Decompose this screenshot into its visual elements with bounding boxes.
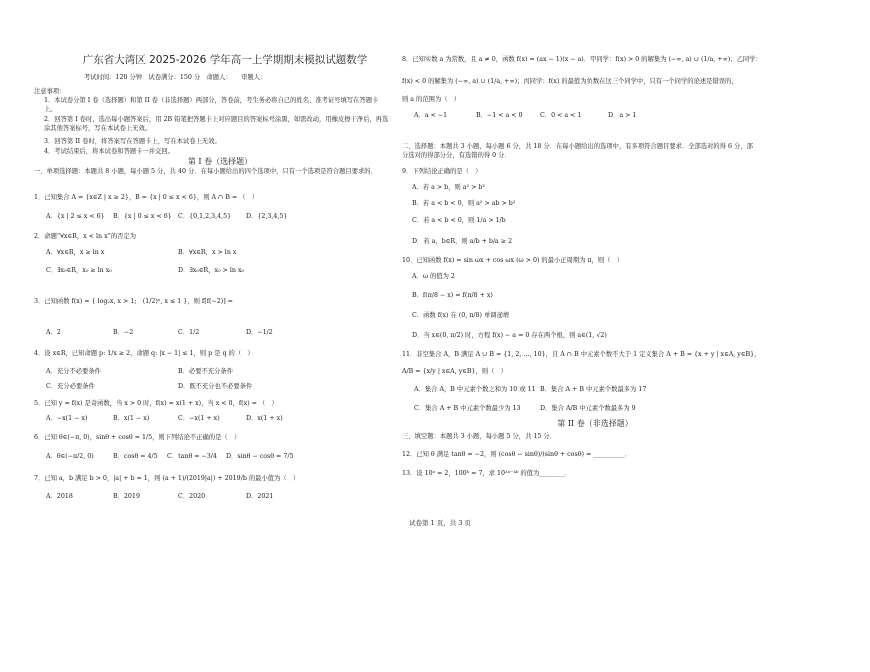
q2-option-d: D．∃x₀∈R，x₀ > ln x₀ xyxy=(178,267,245,274)
q7-option-b: B．2019 xyxy=(113,493,140,500)
q4-option-d: D．既不充分也不必要条件 xyxy=(178,383,253,390)
q3-option-c: C．1/2 xyxy=(178,329,200,336)
question-11-line-1: 11．非空集合 A，B 满足 A ∪ B = {1, 2, …, 10}，且 A ∩ B 中元素个数不大于 1 定义集合 A + B = {x + y | x∈A, y∈B}， xyxy=(402,351,761,358)
question-9: 9．下列结论正确的是（ ） xyxy=(402,168,482,175)
notice-4: 4．考试结束后，将本试卷和答题卡一并交回。 xyxy=(44,148,174,155)
q8-option-d: D．a > 1 xyxy=(608,112,637,119)
question-7: 7．已知 a，b 满足 b > 0，|a| + b = 1，则 (a + 1)/(2019|a|) + 2019/b 的最小值为（ ） xyxy=(34,475,300,482)
q11-option-b: B．集合 A + B 中元素个数最多为 17 xyxy=(540,386,647,393)
q2-option-c: C．∃x₀∈R，x₀ ≥ ln x₀ xyxy=(46,267,112,274)
q9-option-a: A．若 a > b，则 a² > b² xyxy=(412,184,485,191)
q6-option-d: D．sinθ − cosθ = 7/5 xyxy=(226,453,294,460)
part-1-heading: 第 I 卷（选择题） xyxy=(187,157,253,166)
q9-option-b: B．若 a < b < 0，则 a² > ab > b² xyxy=(412,200,516,207)
q3-option-b: B．−2 xyxy=(113,329,134,336)
q10-option-b: B．f(π/8 − x) = f(π/8 + x) xyxy=(412,292,493,299)
q11-option-c: C．集合 A + B 中元素个数最少为 13 xyxy=(414,405,521,412)
question-11-line-2: A/B = {x/y | x∈A, y∈B}，则（ ） xyxy=(402,368,508,375)
q10-option-a: A．ω 的值为 2 xyxy=(412,273,455,280)
q7-option-d: D．2021 xyxy=(246,493,274,500)
q8-option-c: C．0 < a < 1 xyxy=(540,112,582,119)
notice-3: 3．回答第 II 卷时，将答案写在答题卡上，写在本试卷上无效。 xyxy=(44,138,221,145)
q9-option-c: C．若 a < b < 0，则 1/a > 1/b xyxy=(412,217,506,224)
question-2: 2．命题“∀x∈R，x < ln x”的否定为 xyxy=(34,233,137,240)
q8-option-a: A．a < −1 xyxy=(414,112,448,119)
q4-option-a: A．充分不必要条件 xyxy=(46,368,101,375)
q11-option-a: A．集合 A，B 中元素个数之和为 10 或 11 xyxy=(414,386,536,393)
section-3-instructions: 三、填空题：本题共 3 小题，每小题 5 分，共 15 分． xyxy=(402,433,556,440)
exam-meta: 考试时间：120 分钟 试卷满分：150 分 命题人： 审题人： xyxy=(84,74,267,81)
question-10: 10．已知函数 f(x) = sin ωx + cos ωx (ω > 0) 的最小正周期为 π，则（ ） xyxy=(402,257,624,264)
q2-option-a: A．∀x∈R，x ≥ ln x xyxy=(46,249,105,256)
section-2-instructions: 二、选择题：本题共 3 小题，每小题 6 分，共 18 分．在每小题给出的选项中，有多项符合题目要求．全部选对的得 6 分，部分选对的得部分分，有选错的得 0 分． xyxy=(402,143,753,160)
q5-option-a: A．−x(1 − x) xyxy=(46,415,88,422)
q4-option-c: C．充分必要条件 xyxy=(46,383,95,390)
question-6: 6．已知 θ∈(−π, 0)，sinθ + cosθ = 1/5，则下列结论不正确的是（ ） xyxy=(34,434,241,441)
q6-option-b: B．cosθ = 4/5 xyxy=(113,453,158,460)
q1-option-b: B．{x | 0 ≤ x < 6} xyxy=(113,213,172,220)
q3-option-d: D．−1/2 xyxy=(246,329,273,336)
q8-option-b: B．−1 < a < 0 xyxy=(476,112,523,119)
q1-option-a: A．{x | 2 ≤ x < 6} xyxy=(46,213,105,220)
exam-title: 广东省大湾区 2025-2026 学年高一上学期期末模拟试题数学 xyxy=(82,54,368,66)
q10-option-c: C．函数 f(x) 在 (0, π/8) 单调递增 xyxy=(412,312,510,319)
q7-option-c: C．2020 xyxy=(178,493,206,500)
q11-option-d: D．集合 A/B 中元素个数最多为 9 xyxy=(540,405,636,412)
section-1-instructions: 一、单项选择题：本题共 8 小题，每小题 5 分，共 40 分．在每小题给出的四个选项中，只有一个选项是符合题目要求的． xyxy=(34,168,377,175)
q3-option-a: A．2 xyxy=(46,329,61,336)
notice-1: 1．本试卷分第 I 卷（选择题）和第 II 卷（非选择题）两部分，答卷前，考生务必将自己的姓名、准考证号填写在答题卡上。 xyxy=(44,97,379,114)
question-3: 3．已知函数 f(x) = { log₂x, x > 1; (1/2)ˣ, x ≤ 1 }，则 f[f(−2)] = xyxy=(34,298,233,305)
question-8-line-3: 则 a 的范围为（ ） xyxy=(402,96,461,103)
notice-2: 2．回答第 I 卷时，选出每小题答案后，用 2B 铅笔把答题卡上对应题目的答案标号涂黑，如需改动，用橡皮擦干净后，再选涂其他答案标号，写在本试卷上无效。 xyxy=(44,116,389,133)
q5-option-c: C．−x(1 + x) xyxy=(178,415,220,422)
question-8-line-2: f(x) < 0 的解集为 (−∞, a) ∪ (1/a, +∞)；丙同学：f(x) 的最值为负数在这三个同学中，只有一个同学的论述是错误的， xyxy=(402,78,738,85)
q5-option-b: B．x(1 − x) xyxy=(113,415,150,422)
question-5: 5．已知 y = f(x) 是奇函数，当 x > 0 时，f(x) = x(1 + x)，当 x < 0，f(x) = （ ） xyxy=(34,400,278,407)
q1-option-d: D．{2,3,4,5} xyxy=(246,213,288,220)
q2-option-b: B．∀x∈R，x > ln x xyxy=(178,249,237,256)
question-8-line-1: 8．已知实数 a 为常数，且 a ≠ 0，函数 f(x) = (ax − 1)(x − a)．甲同学：f(x) > 0 的解集为 (−∞, a) ∪ (1/a, +∞)；乙同学： xyxy=(402,56,762,63)
q1-option-c: C．{0,1,2,3,4,5} xyxy=(178,213,232,220)
q7-option-a: A．2018 xyxy=(46,493,73,500)
question-13: 13．设 10ᵃ = 2，100ᵇ = 7，求 10²ᵃ⁻⁴ᵇ 的值为________． xyxy=(402,470,571,477)
question-1: 1．已知集合 A = {x∈Z | x ≥ 2}，B = {x | 0 ≤ x < 6}，则 A ∩ B = （ ） xyxy=(34,194,259,201)
notice-heading: 注意事项： xyxy=(34,88,66,95)
q10-option-d: D．当 x∈(0, π/2) 时，方程 f(x) − a = 0 存在两个根，则 a∈(1, √2) xyxy=(412,332,607,339)
part-2-heading: 第 II 卷（非选择题） xyxy=(557,419,633,428)
page-footer: 试卷第 1 页，共 3 页 xyxy=(408,519,472,527)
question-4: 4．设 x∈R，已知命题 p: 1/x ≥ 2，命题 q: |x − 1| ≤ 1，则 p 是 q 的（ ） xyxy=(34,350,254,357)
q4-option-b: B．必要不充分条件 xyxy=(178,368,234,375)
question-12: 12．已知 θ 满足 tanθ = −2，则 (cosθ − sinθ)/(sinθ + cosθ) = __________． xyxy=(402,451,632,458)
q5-option-d: D．x(1 + x) xyxy=(246,415,283,422)
q9-option-d: D．若 a，b∈R，则 a/b + b/a ≥ 2 xyxy=(412,238,513,245)
q6-option-c: C．tanθ = −3/4 xyxy=(167,453,217,460)
q6-option-a: A．θ∈(−π/2, 0) xyxy=(46,453,94,460)
